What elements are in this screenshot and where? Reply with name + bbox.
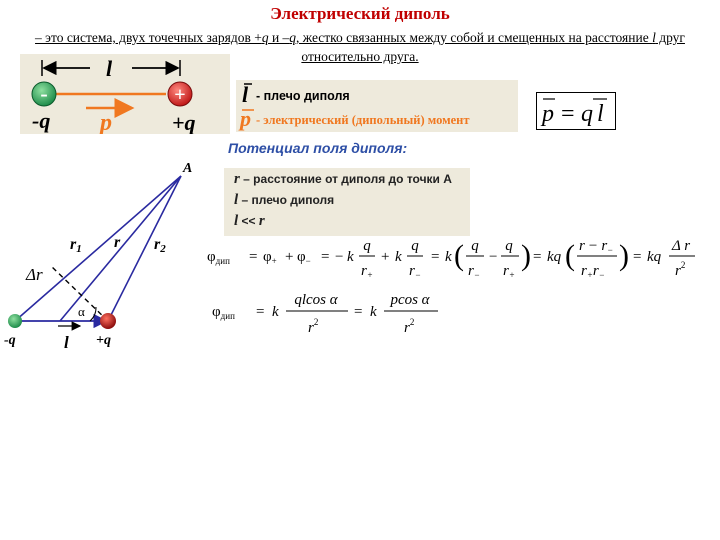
length-label: l <box>106 56 113 81</box>
potential-heading: Потенциал поля диполя: <box>228 140 408 156</box>
frac4-num: q <box>505 238 513 254</box>
k-3: k <box>445 249 452 265</box>
legend-l-text: - плечо диполя <box>256 89 350 103</box>
frac1-den: $r_+$ <box>361 263 373 280</box>
info-condition: l << r <box>234 213 265 229</box>
phi-plus: $\varphi_+$ <box>263 249 277 266</box>
info-panel <box>224 168 470 236</box>
frac6-den: $r^2$ <box>675 260 686 279</box>
phi-minus: $\varphi_-$ <box>297 249 311 266</box>
point-a-label: A <box>183 161 193 176</box>
frac3-den: $r_-$ <box>468 263 480 280</box>
frac8-num: pcos α <box>390 292 430 308</box>
pos-charge-label: +q <box>172 110 196 134</box>
eq-5: = <box>633 249 642 265</box>
l-label: l <box>64 333 69 352</box>
phi-dip-2: $\varphi_{дип}$ <box>212 304 235 321</box>
positive-charge <box>100 313 116 329</box>
potential-formula-cos <box>210 286 470 342</box>
moment-lhs: p <box>542 101 554 127</box>
r1-label: r1 <box>70 236 82 255</box>
eq-2: = <box>321 249 330 265</box>
dipole-figure <box>20 54 230 134</box>
moment-q: q <box>581 101 593 127</box>
k-2: k <box>395 249 402 265</box>
negative-sign: - <box>40 81 48 106</box>
dipole-figure-drawing <box>20 54 230 134</box>
neg-charge-label: -q <box>32 108 51 133</box>
eq-1: = <box>249 249 258 265</box>
phi-dip: $\varphi_{дип}$ <box>207 249 230 266</box>
eq-6: = <box>256 304 265 320</box>
neg-charge-label: -q <box>4 333 16 348</box>
minus-op-1: − <box>335 249 344 265</box>
frac4-den: $r_+$ <box>503 263 515 280</box>
eq-7: = <box>354 304 363 320</box>
legend-p-symbol: p <box>240 106 251 131</box>
k-1: k <box>347 249 354 265</box>
geometry-figure <box>0 150 225 360</box>
paren-open-1: ( <box>454 239 464 272</box>
moment-l: l <box>597 101 604 127</box>
potential-formula <box>205 228 715 284</box>
k-5: k <box>370 304 377 320</box>
frac5-num: $r - r_-$ <box>579 238 614 255</box>
page-title: Электрический диполь <box>270 4 450 23</box>
pos-charge-label: +q <box>96 333 111 348</box>
r2-label: r2 <box>154 236 166 255</box>
negative-charge <box>8 314 22 328</box>
frac2-den: $r_-$ <box>409 263 421 280</box>
info-l-line: l – плечо диполя <box>234 192 335 208</box>
info-r-line: r – расстояние от диполя до точки A <box>234 171 452 187</box>
paren-close-1: ) <box>521 239 531 272</box>
frac3-num: q <box>471 238 479 254</box>
definition-text: – это система, двух точечных зарядов +q и –q, жестко связанных между собой и смещенных на расстояние l друг относительно друга. <box>35 30 685 64</box>
moment-label: p <box>100 110 112 134</box>
legend-p-text: - электрический (дипольный) момент <box>256 113 470 127</box>
alpha-arc <box>90 307 96 321</box>
delta-r-label: Δr <box>26 265 43 284</box>
r-label: r <box>114 234 121 251</box>
frac6-num: Δ r <box>671 238 691 254</box>
alpha-label: α <box>78 304 85 319</box>
plus-op: + <box>285 249 294 265</box>
eq-4: = <box>533 249 542 265</box>
plus-op-2: + <box>381 249 390 265</box>
legend-l-symbol: l <box>242 82 249 107</box>
paren-open-2: ( <box>565 239 575 272</box>
eq-3: = <box>431 249 440 265</box>
frac2-num: q <box>411 238 419 254</box>
frac7-den: $r^2$ <box>308 317 319 336</box>
kq-2: kq <box>647 249 662 265</box>
kq-1: kq <box>547 249 562 265</box>
legend-drawing <box>236 80 518 132</box>
moment-formula <box>536 92 616 130</box>
frac8-den: $r^2$ <box>404 317 415 336</box>
paren-close-2: ) <box>619 239 629 272</box>
k-4: k <box>272 304 279 320</box>
legend-panel <box>236 80 518 132</box>
frac7-num: qlcos α <box>294 292 338 308</box>
moment-formula-drawing <box>537 93 615 129</box>
frac1-num: q <box>363 238 371 254</box>
positive-sign: + <box>174 84 186 106</box>
frac5-den: $r_+r_-$ <box>581 263 605 280</box>
moment-eq: = <box>561 101 575 127</box>
minus-op-2: − <box>489 249 498 265</box>
